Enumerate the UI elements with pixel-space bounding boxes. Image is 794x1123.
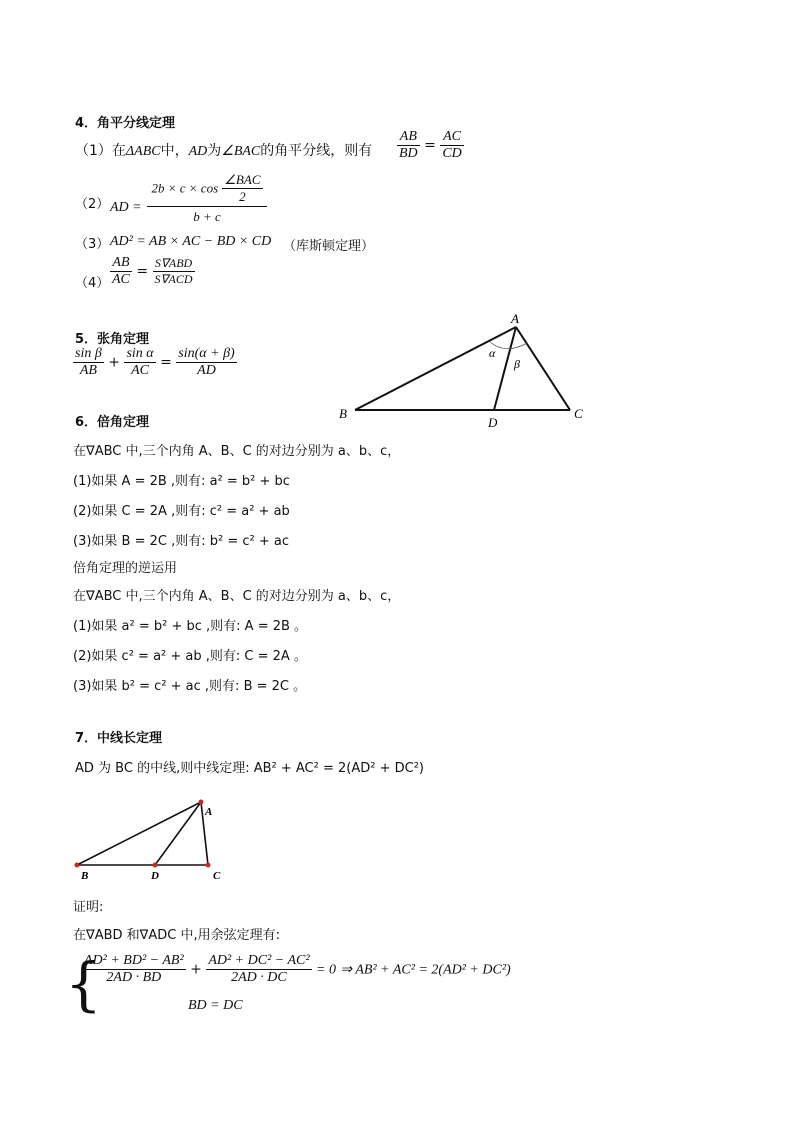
- fig1-label-a: A: [511, 311, 519, 326]
- sec4-item2-formula: [147, 172, 267, 225]
- fig1-label-beta: β: [514, 357, 520, 371]
- section-5-title: 5．张角定理: [75, 332, 150, 347]
- sec4-item2-lhs: AD =: [110, 200, 142, 215]
- frac-sina-ac: $\frac{\text{sin α}}{AC}$: [126, 346, 154, 378]
- proof-frac-1: $\frac{\text{AD² + BD² − AB²}}{2AD \cdot BD}$: [84, 953, 184, 985]
- equals-sign: =: [136, 263, 149, 280]
- fig2-segment-ad: [155, 802, 201, 865]
- sec6-inverse-1: (1)如果 a² = b² + bc ,则有: A = 2B 。: [73, 619, 308, 634]
- sec4-item1-ad: AD: [188, 144, 208, 159]
- sec4-item2-label: （2）: [75, 197, 110, 212]
- fig2-point-c: [206, 863, 211, 868]
- proof-intro: 在∇ABD 和∇ADC 中,用余弦定理有:: [73, 928, 280, 943]
- sec6-inverse-2: (2)如果 c² = a² + ab ,则有: C = 2A 。: [73, 649, 307, 664]
- sec4-item4-formula: [110, 255, 195, 288]
- sec4-item1-prefix: （1）在: [75, 143, 126, 159]
- equals-sign: =: [160, 354, 172, 371]
- sec4-item3-note: （库斯顿定理）: [283, 239, 375, 254]
- fig2-point-d: [153, 863, 158, 868]
- equals-sign: =: [424, 137, 436, 154]
- ratio-ab-ac: $\frac{AB}{AC}$: [112, 255, 130, 287]
- proof-equation-2: BD = DC: [188, 998, 243, 1013]
- proof-conclusion: ⇒ AB² + AC² = 2(AD² + DC²): [340, 962, 511, 978]
- fig1-segment-ad: [494, 327, 516, 410]
- sec4-item3-formula: AD² = AB × AC − BD × CD: [110, 234, 272, 249]
- plus-sign: +: [108, 354, 120, 371]
- sec4-item1-text: 的角平分线，则有: [260, 143, 373, 159]
- sec4-item1-triangle: ΔABC: [125, 144, 161, 159]
- fig1-angle-arc: [490, 342, 527, 349]
- sec4-item1-wei: 为: [207, 143, 222, 159]
- proof-equation-1: [82, 953, 511, 986]
- sec6-line-2: (2)如果 C = 2A ,则有: c² = a² + ab: [73, 504, 290, 519]
- sec7-statement: AD 为 BC 的中线,则中线定理: AB² + AC² = 2(AD² + DC²): [75, 761, 424, 776]
- fig2-label-c: C: [213, 870, 221, 882]
- ratio-ab-bd: $\frac{AB}{BD}$: [399, 129, 418, 161]
- sec6-line-1: (1)如果 A = 2B ,则有: a² = b² + bc: [73, 474, 290, 489]
- ratio-area: $\frac{\text{S∇ABD}}{\text{S∇ACD}}$: [154, 256, 193, 286]
- section-7-title: 7．中线长定理: [75, 731, 163, 746]
- plus-sign: +: [190, 961, 202, 978]
- triangle-figure-1: [330, 305, 600, 435]
- fig2-label-a: A: [205, 806, 213, 818]
- sec6-line-3: (3)如果 B = 2C ,则有: b² = c² + ac: [73, 534, 289, 549]
- fig2-side-ab: [77, 802, 201, 865]
- sec4-item1-mid: 中，: [160, 143, 189, 159]
- fig1-label-b: B: [339, 406, 347, 421]
- item2-denominator: b + c: [193, 209, 221, 224]
- sec6-inverse-3: (3)如果 b² = c² + ac ,则有: B = 2C 。: [73, 679, 307, 694]
- fig2-label-b: B: [81, 870, 89, 882]
- ratio-ac-cd: $\frac{AC}{CD}$: [442, 129, 462, 161]
- sec4-item1: [75, 140, 372, 160]
- fig1-label-d: D: [488, 415, 498, 430]
- system-brace: {: [65, 950, 102, 1018]
- item2-half-angle: $\frac{\text{∠BAC}}{2}$: [224, 172, 261, 204]
- sec5-formula: [73, 346, 237, 379]
- fig2-point-b: [75, 863, 80, 868]
- fig1-label-alpha: α: [489, 346, 496, 360]
- sec6-intro-2: 在∇ABC 中,三个内角 A、B、C 的对边分别为 a、b、c，: [73, 589, 401, 604]
- frac-sinab-ad: $\frac{\sin(\alpha + \beta)}{AD}$: [178, 346, 235, 378]
- sec6-inverse-title: 倍角定理的逆运用: [73, 561, 178, 576]
- fig1-label-c: C: [574, 406, 583, 421]
- triangle-figure-2: [65, 793, 235, 885]
- fig2-point-a: [199, 800, 204, 805]
- proof-frac-2: $\frac{\text{AD² + DC² − AC²}}{2AD \cdot DC}$: [208, 953, 310, 985]
- sec4-item3-label: （3）: [75, 237, 110, 252]
- section-4-title: 4．角平分线定理: [75, 116, 176, 131]
- item2-numerator-prefix: 2b × c × cos: [151, 180, 219, 196]
- sec4-item1-angle: ∠BAC: [221, 144, 261, 159]
- sec4-item1-ratio: [397, 129, 464, 162]
- section-6-title: 6．倍角定理: [75, 415, 150, 430]
- fig2-label-d: D: [151, 870, 159, 882]
- fig1-side-ab: [355, 327, 516, 410]
- sec4-item4-label: （4）: [75, 276, 110, 291]
- proof-label: 证明:: [73, 900, 104, 915]
- equals-zero: = 0: [316, 962, 336, 978]
- fig1-side-ac: [516, 327, 570, 410]
- frac-sinb-ab: $\frac{\text{sin β}}{AB}$: [75, 346, 102, 378]
- sec6-intro: 在∇ABC 中,三个内角 A、B、C 的对边分别为 a、b、c，: [73, 444, 401, 459]
